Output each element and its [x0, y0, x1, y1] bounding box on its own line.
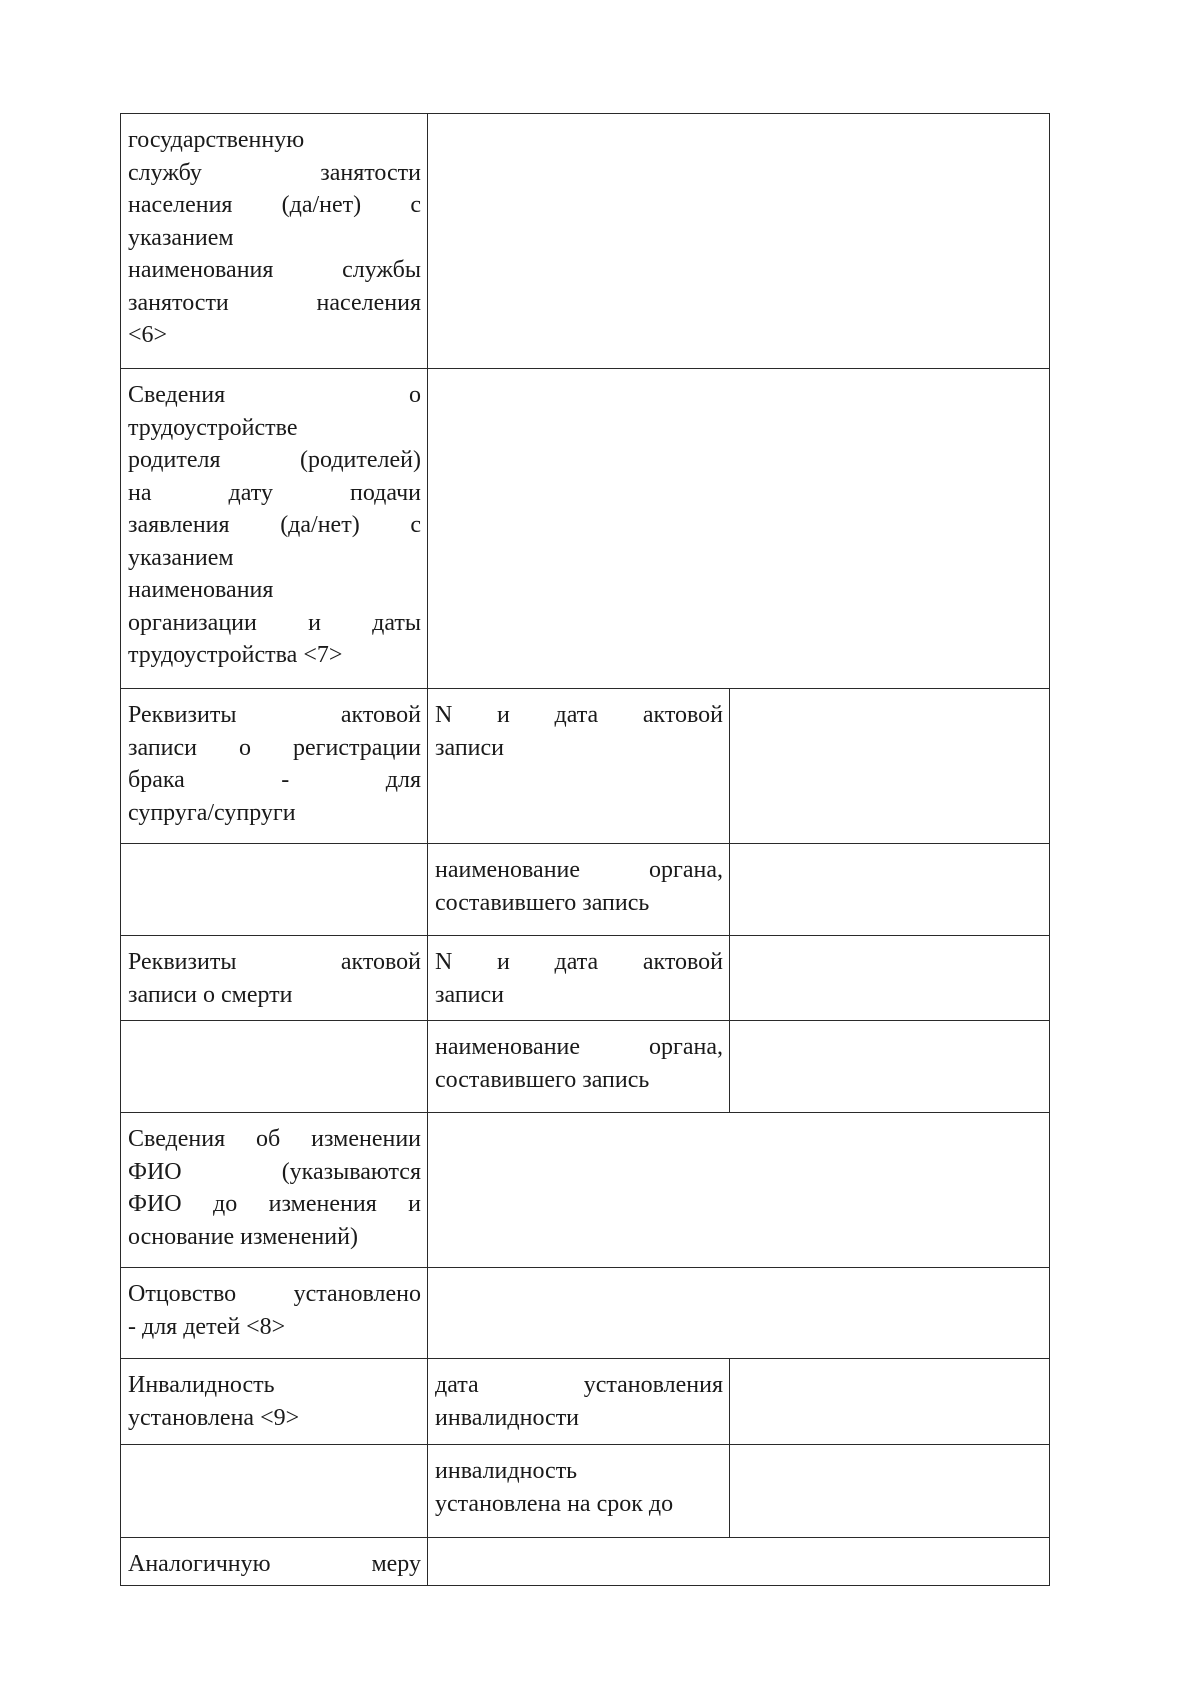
sublabel-cell-disability-term — [428, 1445, 730, 1538]
value-cell-employment-info[interactable] — [428, 369, 1050, 689]
label-line: Аналогичную меру — [128, 1551, 421, 1577]
value-cell-disability-term[interactable] — [730, 1445, 1050, 1538]
table-row-marriage-number — [121, 689, 1050, 844]
sublabel-line: инвалидность — [435, 1458, 578, 1484]
label-line: заявления (да/нет) с — [128, 512, 421, 538]
value-cell-name-change[interactable] — [428, 1113, 1050, 1268]
value-cell-marriage-authority[interactable] — [730, 844, 1050, 936]
label-line: трудоустройства <7> — [128, 642, 343, 668]
sublabel-line: составившего запись — [435, 1066, 650, 1093]
label-cell-empty — [121, 1445, 428, 1538]
label-line: Сведения об изменении — [128, 1126, 421, 1152]
sublabel-line: составившего запись — [435, 889, 650, 916]
value-cell-death-number-date[interactable] — [730, 936, 1050, 1021]
label-cell-death-record — [121, 936, 428, 1021]
label-line: наименования — [128, 577, 274, 603]
label-line: указанием — [128, 544, 234, 571]
label-line: организации и даты — [128, 609, 421, 636]
label-line: супруга/супруги — [128, 799, 296, 826]
value-cell-disability-date[interactable] — [730, 1359, 1050, 1445]
label-line: указанием — [128, 224, 234, 251]
value-cell-marriage-number-date[interactable] — [730, 689, 1050, 844]
label-line: установлена <9> — [128, 1404, 300, 1431]
label-line: записи о смерти — [128, 981, 293, 1008]
label-cell-employment-service — [121, 114, 428, 369]
sublabel-line: записи — [435, 981, 504, 1008]
label-cell-disability — [121, 1359, 428, 1445]
value-cell-death-authority[interactable] — [730, 1021, 1050, 1113]
table-row-employment-info — [121, 369, 1050, 689]
sublabel-cell-marriage-authority — [428, 844, 730, 936]
value-cell-employment-service[interactable] — [428, 114, 1050, 369]
table-row-name-change — [121, 1113, 1050, 1268]
label-cell-marriage-record — [121, 689, 428, 844]
label-line: населения (да/нет) с — [128, 192, 421, 218]
table-row-death-authority — [121, 1021, 1050, 1113]
table-row-disability-date — [121, 1359, 1050, 1445]
sublabel-cell-death-number-date — [428, 936, 730, 1021]
table-row-similar-measure — [121, 1538, 1050, 1586]
label-line: Отцовство установлено — [128, 1281, 421, 1307]
sublabel-cell-marriage-number-date — [428, 689, 730, 844]
label-line: записи о регистрации — [128, 734, 421, 761]
label-line: Сведения о — [128, 382, 421, 408]
label-line: Инвалидность — [128, 1372, 275, 1398]
application-form-table — [120, 113, 1050, 1586]
label-line: основание изменений) — [128, 1223, 358, 1250]
sublabel-line: установлена на срок до — [435, 1490, 674, 1517]
label-line: службу занятости — [128, 159, 421, 186]
table-row-marriage-authority — [121, 844, 1050, 936]
label-line: - для детей <8> — [128, 1313, 286, 1340]
label-line: брака - для — [128, 767, 421, 793]
label-line: государственную — [128, 127, 305, 153]
sublabel-line: записи — [435, 734, 504, 761]
sublabel-cell-death-authority — [428, 1021, 730, 1113]
sublabel-cell-disability-date — [428, 1359, 730, 1445]
sublabel-line: дата установления — [435, 1372, 723, 1398]
value-cell-paternity[interactable] — [428, 1268, 1050, 1359]
sublabel-line: N и дата актовой — [435, 702, 723, 728]
label-line: трудоустройстве — [128, 414, 298, 441]
label-line: Реквизиты актовой — [128, 949, 421, 975]
label-cell-name-change — [121, 1113, 428, 1268]
table-row-death-number — [121, 936, 1050, 1021]
value-cell-similar-measure[interactable] — [428, 1538, 1050, 1586]
label-line: Реквизиты актовой — [128, 702, 421, 728]
table-row-paternity — [121, 1268, 1050, 1359]
label-line: родителя (родителей) — [128, 447, 421, 473]
label-cell-empty — [121, 844, 428, 936]
label-line: ФИО до изменения и — [128, 1191, 421, 1217]
sublabel-line: наименование органа, — [435, 1034, 723, 1060]
sublabel-line: N и дата актовой — [435, 949, 723, 975]
label-line: наименования службы — [128, 257, 421, 283]
sublabel-line: наименование органа, — [435, 857, 723, 883]
table-row-disability-term — [121, 1445, 1050, 1538]
label-line: <6> — [128, 322, 168, 348]
label-line: занятости населения — [128, 289, 421, 316]
sublabel-line: инвалидности — [435, 1404, 580, 1431]
label-line: на дату подачи — [128, 479, 421, 506]
label-cell-similar-measure — [121, 1538, 428, 1586]
label-cell-paternity — [121, 1268, 428, 1359]
label-cell-empty — [121, 1021, 428, 1113]
label-line: ФИО (указываются — [128, 1158, 421, 1185]
label-cell-employment-info — [121, 369, 428, 689]
table-row-employment-service — [121, 114, 1050, 369]
